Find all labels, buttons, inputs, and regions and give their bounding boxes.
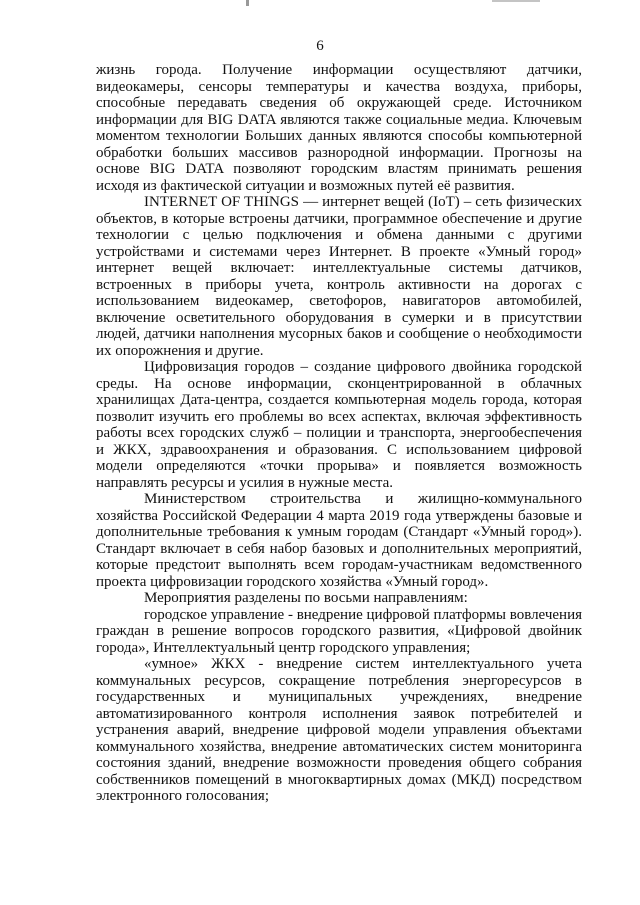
scan-artifact-mark <box>246 0 249 6</box>
scan-artifact-line <box>492 0 540 2</box>
paragraph-directions-intro: Мероприятия разделены по восьми направлениям: <box>144 590 468 606</box>
paragraph-smart-housing: «умное» ЖКХ - внедрение систем интеллектуального учета коммунальных ресурсов, сокращение потребления энергоресурсов в государственных и муниципальных учреждениях, внедрение автоматизированного контроля исполнения заявок потребителей и устранения аварий, внедрение цифровой модели управления объектами коммунального хозяйства, внедрение автоматических систем мониторинга состояния зданий, внедрение возможности проведения общего собрания собственников помещений в многоквартирных домах (МКД) посредством электронного голосования; <box>96 656 582 804</box>
paragraph-digitalization: Цифровизация городов – создание цифрового двойника городской среды. На основе информации, сконцентрированной в облачных хранилищах Дата-центра, создается компьютерная модель города, которая позволит изучить его проблемы во всех аспектах, включая эффективность работы всех городских служб – полиции и транспорта, энергообеспечения и ЖКХ, здравоохранения и образования. С использованием цифровой модели определяются «точки прорыва» и появляется возможность направлять ресурсы и усилия в нужные места. <box>96 359 582 491</box>
paragraph-city-management: городское управление - внедрение цифровой платформы вовлечения граждан в решение вопросов городского развития, «Цифровой двойник города», Интеллектуальный центр городского управления; <box>96 606 582 656</box>
paragraph-ministry-standard: Министерством строительства и жилищно-коммунального хозяйства Российской Федерации 4 марта 2019 года утверждены базовые и дополнительные требования к умным городам (Стандарт «Умный город»). Стандарт включает в себя набор базовых и дополнительных мероприятий, которые предстоит выполнять всем городам-участникам ведомственного проекта цифровизации городского хозяйства «Умный город». <box>96 491 582 590</box>
paragraph-internet-of-things: INTERNET OF THINGS — интернет вещей (IoT) – сеть физических объектов, в которые встроены датчики, программное обеспечение и другие технологии с целью подключения и обмена данными с другими устройствами и системами через Интернет. В проекте «Умный город» интернет вещей включает: интеллектуальные системы датчиков, встроенных в приборы учета, контроль активности на дорогах с использованием видеокамер, светофоров, навигаторов автомобилей, включение осветительного оборудования в сумерки и в присутствии людей, датчики наполнения мусорных баков и сообщение о необходимости их опорожнения и другие. <box>96 194 582 359</box>
document-body <box>96 62 582 805</box>
paragraph-big-data: жизнь города. Получение информации осуществляют датчики, видеокамеры, сенсоры температуры и качества воздуха, приборы, способные передавать сведения об окружающей среде. Источником информации для BIG DATA являются также социальные медиа. Ключевым моментом технологии Больших данных являются способы компьютерной обработки больших массивов разнородной информации. Прогнозы на основе BIG DATA позволяют городским властям принимать решения исходя из фактической ситуации и возможных путей её развития. <box>96 62 582 194</box>
page-number: 6 <box>316 38 324 54</box>
